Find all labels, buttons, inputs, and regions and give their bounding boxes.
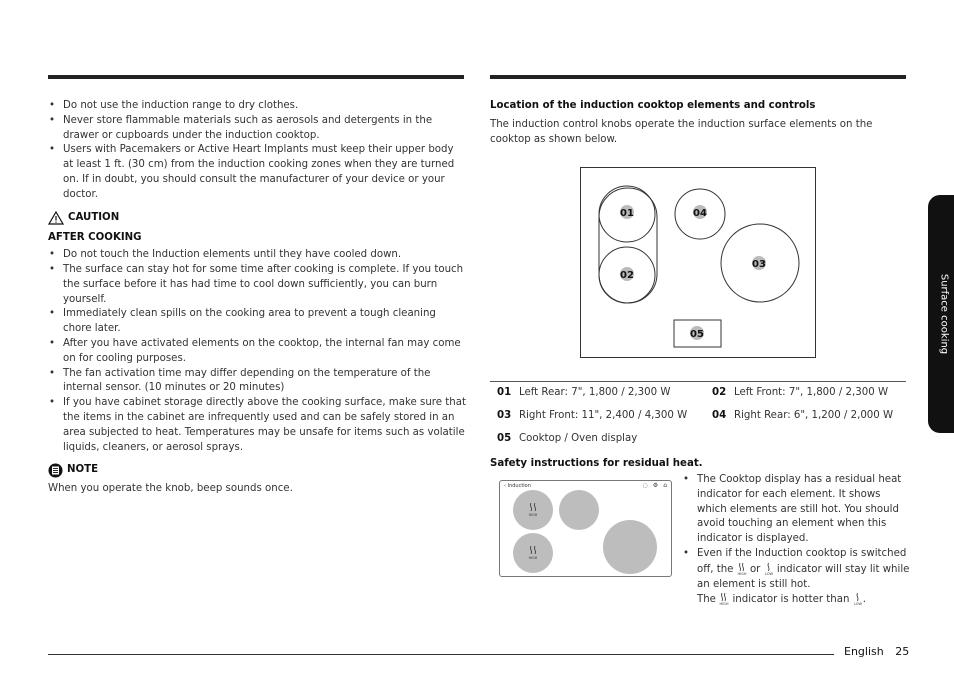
right-header-rule [490, 75, 906, 79]
note-heading [48, 463, 466, 478]
element-num: 02 [712, 387, 727, 399]
panel-title: Induction [507, 483, 531, 489]
settings-icon: ⚙ [652, 482, 659, 489]
element-text: Right Front: 11", 2,400 / 4,300 W [519, 410, 688, 422]
right-column [490, 99, 908, 147]
element-num: 05 [497, 433, 512, 445]
hot-label-low: LOW [853, 602, 862, 607]
location-title: Location of the induction cooktop elements and controls [490, 100, 816, 111]
list-item: • Never store flammable materials such as aerosols and detergents in the drawer or cupboards under the induction cooktop. [48, 114, 466, 144]
note-label: NOTE [67, 464, 99, 476]
hot-low-icon [764, 562, 774, 576]
element-num [705, 428, 734, 451]
hot-low-icon [853, 592, 863, 606]
hot-high-icon [737, 562, 747, 576]
list-item: • Immediately clean spills on the cooking area to prevent a tough cleaning chore later. [48, 307, 466, 337]
hot-label-high: HIGH [719, 602, 729, 607]
hot-high-icon [719, 592, 729, 606]
cooktop-display-panel [499, 480, 672, 577]
element-text: Right Rear: 6", 1,200 / 2,000 W [734, 410, 894, 422]
safety-bullet-list [48, 99, 466, 203]
caution-heading [48, 211, 466, 226]
after-cooking-title: AFTER COOKING [48, 232, 142, 244]
location-text: The induction control knobs operate the induction surface elements on the cooktop as shown below. [490, 118, 873, 145]
list-item: • The surface can stay hot for some time after cooking is complete. If you touch the surface before it has had time to cool down sufficiently, you can burn yourself. [48, 263, 466, 307]
timer-icon: ◌ [642, 482, 648, 489]
page-number: 25 [895, 645, 910, 658]
element-num: 01 [497, 387, 512, 399]
list-item: • Even if the Induction cooktop is switched off, the HIGH or LOW indicator will stay lit while an element is still hot. The HIGH indicator is hotter than LOW . [682, 547, 910, 608]
after-cooking-list [48, 248, 466, 455]
element-text: Left Rear: 7", 1,800 / 2,300 W [519, 387, 671, 399]
list-item: • Users with Pacemakers or Active Heart Implants must keep their upper body at least 1 ft. (30 cm) from the induction cooking zones when they are turned on. If in doubt, you should consult the manufacturer of your device or your doctor. [48, 143, 466, 202]
cooktop-diagram [580, 167, 816, 358]
element-text [734, 428, 906, 451]
hot-label-low: LOW [764, 571, 773, 576]
element-text: Left Front: 7", 1,800 / 2,300 W [734, 387, 889, 399]
note-icon [48, 463, 63, 478]
hot-text: HIGH [528, 556, 538, 560]
element-num: 03 [497, 410, 512, 422]
left-column [48, 99, 466, 497]
footer [844, 645, 909, 660]
footer-language: English [844, 645, 884, 658]
diagram-label-03: 03 [752, 259, 766, 270]
back-chevron-icon: ‹ [504, 483, 506, 489]
safety-bullets [682, 473, 910, 608]
left-header-rule [48, 75, 464, 79]
zone-left-front [513, 533, 553, 573]
diagram-label-05: 05 [690, 329, 704, 340]
table-row [490, 428, 906, 451]
note-text: When you operate the knob, beep sounds once. [48, 483, 293, 495]
element-text: Cooktop / Oven display [519, 433, 638, 445]
caution-label: CAUTION [68, 211, 120, 223]
element-table [490, 382, 906, 451]
zone-right-rear [559, 490, 599, 530]
list-item: • After you have activated elements on the cooktop, the internal fan may come on for cooling purposes. [48, 337, 466, 367]
table-row [490, 382, 906, 405]
list-item: • The fan activation time may differ depending on the temperature of the internal sensor. (10 minutes or 20 minutes) [48, 367, 466, 397]
side-tab [928, 195, 954, 433]
diagram-label-02: 02 [620, 270, 634, 281]
list-item: • If you have cabinet storage directly above the cooking surface, make sure that the items in the cabinet are infrequently used and can be safely stored in an area subjected to heat. Temperatures may be unsafe for items such as volatile liquids, cleaners, or aerosol sprays. [48, 396, 466, 455]
diagram-label-01: 01 [620, 208, 634, 219]
list-item: • The Cooktop display has a residual heat indicator for each element. It shows which elements are still hot. You should avoid touching an element when this indicator is displayed. [682, 473, 910, 547]
element-num: 04 [712, 410, 727, 422]
hot-text: HIGH [528, 513, 538, 517]
hot-label-high: HIGH [737, 571, 747, 576]
list-item: • Do not use the induction range to dry clothes. [48, 99, 466, 114]
zone-right-front [603, 520, 657, 574]
table-row [490, 405, 906, 428]
home-icon: ⌂ [663, 482, 667, 489]
list-item: • Do not touch the Induction elements until they have cooled down. [48, 248, 466, 263]
footer-rule [48, 654, 834, 655]
side-tab-label: Surface cooking [938, 273, 950, 355]
safety-title: Safety instructions for residual heat. [490, 458, 703, 469]
zone-left-rear [513, 490, 553, 530]
diagram-label-04: 04 [693, 208, 707, 219]
warning-icon [48, 211, 64, 225]
